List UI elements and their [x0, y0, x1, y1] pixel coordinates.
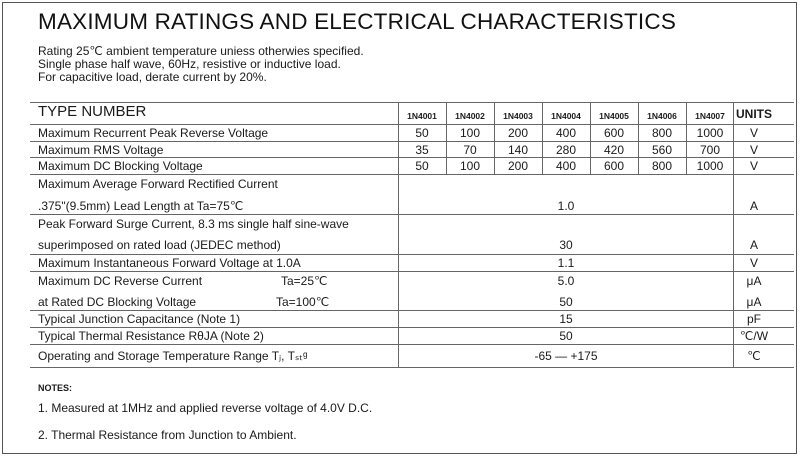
table-cell: 600 [603, 126, 625, 140]
table-rule [30, 124, 794, 125]
row-label-io: Maximum Average Forward Rectified Current [38, 177, 278, 191]
type-header: 1N4006 [647, 111, 677, 121]
table-rule [733, 102, 734, 367]
type-header: 1N4001 [407, 111, 437, 121]
table-cell: 400 [555, 126, 577, 140]
type-header: 1N4005 [599, 111, 629, 121]
table-rule [30, 157, 794, 158]
table-rule [30, 344, 794, 345]
unit-cell: μA [746, 295, 762, 309]
table-cell: 600 [603, 159, 625, 173]
type-header: 1N4003 [503, 111, 533, 121]
condition-line-2: Single phase half wave, 60Hz, resistive or inductive load. [38, 57, 341, 71]
row-label-io-cond: .375"(9.5mm) Lead Length at Ta=75℃ [38, 199, 244, 213]
row-label-vdc: Maximum DC Blocking Voltage [38, 159, 203, 173]
table-cell: 50 [559, 329, 573, 343]
table-cell: 1.0 [557, 199, 575, 213]
table-rule [30, 271, 794, 272]
table-rule [30, 254, 794, 255]
unit-cell: V [749, 159, 759, 173]
row-label-ir: Maximum DC Reverse Current [38, 274, 203, 288]
table-cell: 560 [651, 143, 673, 157]
ir-condition-25: Ta=25℃ [281, 274, 328, 288]
units-header: UNITS [736, 107, 772, 121]
row-label-cj: Typical Junction Capacitance (Note 1) [38, 312, 241, 326]
table-rule [590, 102, 591, 174]
table-cell: 400 [555, 159, 577, 173]
table-cell: 50 [415, 126, 429, 140]
unit-cell: pF [746, 312, 762, 326]
unit-cell: μA [746, 274, 762, 288]
table-cell: 5.0 [557, 274, 575, 288]
type-header: 1N4002 [455, 111, 485, 121]
table-cell: 35 [415, 143, 429, 157]
table-cell: 100 [459, 126, 481, 140]
note-2: 2. Thermal Resistance from Junction to Ambient. [38, 428, 297, 442]
row-label-vrrm: Maximum Recurrent Peak Reverse Voltage [38, 126, 269, 140]
table-cell: 15 [559, 312, 573, 326]
unit-cell: V [749, 256, 759, 270]
table-rule [686, 102, 687, 174]
unit-cell: A [749, 199, 759, 213]
page-title: MAXIMUM RATINGS AND ELECTRICAL CHARACTERISTICS [38, 9, 677, 34]
note-1: 1. Measured at 1MHz and applied reverse voltage of 4.0V D.C. [38, 401, 373, 415]
table-cell: 700 [699, 143, 721, 157]
table-rule [30, 174, 794, 175]
row-label-ifsm: Peak Forward Surge Current, 8.3 ms single half sine-wave [38, 217, 349, 231]
unit-cell: ℃/W [739, 329, 769, 343]
table-cell: 200 [507, 126, 529, 140]
table-rule [30, 367, 794, 368]
table-cell: -65 — +175 [534, 349, 598, 363]
type-header: 1N4004 [551, 111, 581, 121]
type-number-header: TYPE NUMBER [38, 103, 147, 120]
table-rule [638, 102, 639, 174]
row-label-ifsm-cond: superimposed on rated load (JEDEC method) [38, 238, 281, 252]
table-cell: 800 [651, 159, 673, 173]
table-rule [30, 141, 794, 142]
condition-line-1: Rating 25℃ ambient temperature uniess otherwies specified. [38, 44, 364, 58]
unit-cell: V [749, 143, 759, 157]
table-rule [30, 214, 794, 215]
table-cell: 1.1 [557, 256, 575, 270]
row-label-vrms: Maximum RMS Voltage [38, 143, 164, 157]
table-cell: 50 [559, 295, 573, 309]
table-rule [542, 102, 543, 174]
condition-line-3: For capacitive load, derate current by 20%. [38, 70, 267, 84]
row-label-ir-cond: at Rated DC Blocking Voltage [38, 295, 197, 309]
table-rule [398, 102, 399, 367]
table-rule [494, 102, 495, 174]
notes-heading: NOTES: [38, 383, 73, 393]
unit-cell: V [749, 126, 759, 140]
table-rule [30, 327, 794, 328]
table-cell: 200 [507, 159, 529, 173]
table-cell: 280 [555, 143, 577, 157]
ir-condition-100: Ta=100℃ [276, 295, 330, 309]
table-cell: 100 [459, 159, 481, 173]
table-rule [30, 310, 794, 311]
table-cell: 420 [603, 143, 625, 157]
unit-cell: ℃ [747, 349, 761, 363]
table-cell: 1000 [696, 126, 724, 140]
table-cell: 30 [559, 238, 573, 252]
table-cell: 1000 [696, 159, 724, 173]
row-label-vf: Maximum Instantaneous Forward Voltage at 1.0A [38, 256, 301, 270]
row-label-temp: Operating and Storage Temperature Range Tⱼ, Tₛₜᵍ [38, 349, 308, 363]
unit-cell: A [749, 238, 759, 252]
row-label-rth: Typical Thermal Resistance RθJA (Note 2) [38, 329, 264, 343]
table-cell: 70 [463, 143, 477, 157]
table-cell: 50 [415, 159, 429, 173]
table-rule [446, 102, 447, 174]
table-cell: 800 [651, 126, 673, 140]
type-header: 1N4007 [695, 111, 725, 121]
table-cell: 140 [507, 143, 529, 157]
